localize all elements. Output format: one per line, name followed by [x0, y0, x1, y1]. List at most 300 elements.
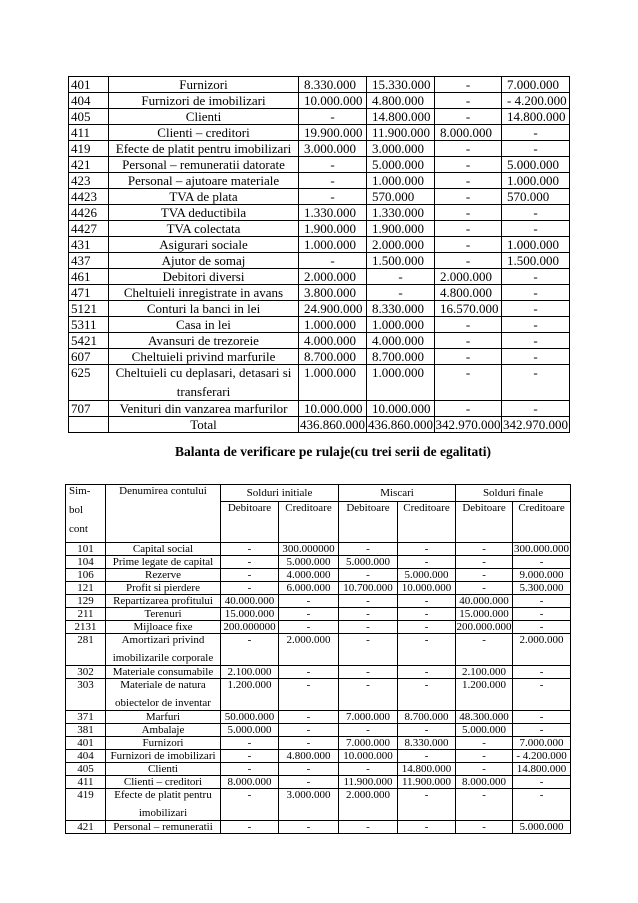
ledger-row [69, 157, 570, 173]
amount-cell: 11.900.000 [339, 776, 398, 789]
amount-cell: 7.000.000 [339, 711, 398, 724]
account-name-line: TVA deductibila [160, 205, 247, 220]
account-code: 106 [66, 569, 106, 582]
account-code: 5311 [69, 317, 109, 333]
amount-cell: - [435, 173, 502, 189]
amount-cell: 1.200.000 [456, 679, 513, 711]
amount-cell: - [221, 750, 279, 763]
amount-cell: - [398, 724, 456, 737]
balance-row [66, 595, 571, 608]
amount-cell: 40.000.000 [221, 595, 279, 608]
account-name [106, 679, 221, 711]
amount-cell: 1.500.000 [367, 253, 435, 269]
account-name [106, 750, 221, 763]
header-group-opening-balances: Solduri initiale [221, 485, 339, 502]
account-name-line: Clienti [185, 109, 222, 124]
total-amount: 436.860.000 [368, 417, 433, 432]
account-name-line: TVA colectata [166, 221, 241, 236]
amount-cell: - [279, 821, 339, 834]
amount-cell: 1.000.000 [502, 237, 570, 253]
amount-cell: 7.000.000 [339, 737, 398, 750]
amount-cell: - [339, 595, 398, 608]
amount-cell: 1.900.000 [299, 221, 367, 237]
amount-cell: 1.000.000 [299, 317, 367, 333]
amount-cell: 40.000.000 [456, 595, 513, 608]
ledger-row [69, 237, 570, 253]
amount-cell: 300.000.000 [514, 543, 570, 555]
ledger-row [69, 349, 570, 365]
amount-cell: 6.000.000 [279, 582, 339, 595]
amount-cell: - [339, 608, 398, 621]
amount-cell: 15.000.000 [456, 608, 513, 621]
ledger-row [69, 205, 570, 221]
amount-cell: - [221, 763, 279, 776]
balance-row [66, 543, 571, 556]
amount-cell: 10.000.000 [299, 93, 367, 109]
account-name-line: Capital social [132, 543, 194, 555]
ledger-row [69, 269, 570, 285]
amount-cell: 1.000.000 [367, 173, 435, 189]
header-symbol-line: Sim- [69, 485, 91, 497]
amount-cell: - [279, 776, 339, 789]
amount-cell: - [435, 401, 502, 417]
amount-cell: - [339, 569, 398, 582]
amount-cell: - [221, 582, 279, 595]
total-code-cell [69, 417, 109, 433]
amount-cell: - [279, 621, 339, 634]
account-name-line: Personal – ajutoare materiale [127, 173, 280, 188]
amount-cell: - [398, 621, 456, 634]
amount-cell: - [513, 711, 571, 724]
account-name-line: Clienti – creditori [123, 776, 203, 788]
amount-cell: 2.000.000 [435, 269, 502, 285]
amount-cell: 10.000.000 [398, 582, 456, 595]
account-name [109, 237, 299, 253]
amount-cell: - [435, 237, 502, 253]
account-name [106, 634, 221, 666]
header-debit: Debitoare [221, 502, 279, 543]
amount-cell: - [221, 634, 279, 666]
account-name [106, 776, 221, 789]
ledger-row [69, 285, 570, 301]
header-debit: Debitoare [339, 502, 398, 543]
amount-cell: - [339, 763, 398, 776]
account-name [106, 821, 221, 834]
amount-cell: 8.000.000 [221, 776, 279, 789]
amount-cell: 3.000.000 [299, 141, 367, 157]
account-name [109, 269, 299, 285]
account-name-line: Furnizori [142, 737, 184, 749]
header-row-groups [66, 485, 571, 502]
account-name-line: Furnizori de imobilizari [110, 750, 216, 762]
account-code: 421 [69, 157, 109, 173]
trial-balance-table [65, 484, 571, 834]
account-name-line: Repartizarea profitului [113, 595, 213, 607]
account-name [109, 365, 299, 401]
amount-cell: - [456, 737, 513, 750]
total-amount: 342.970.000 [435, 417, 501, 432]
amount-cell: 1.000.000 [367, 365, 435, 401]
amount-cell: - [513, 556, 571, 569]
amount-cell: - [279, 724, 339, 737]
trial-balance-body [66, 543, 571, 834]
account-name-line: TVA de plata [169, 189, 238, 204]
ledger-row [69, 253, 570, 269]
amount-cell: - [339, 634, 398, 666]
amount-cell: - [279, 737, 339, 750]
amount-cell: 2.000.000 [339, 789, 398, 821]
amount-cell: 8.700.000 [299, 349, 367, 365]
amount-cell: 11.900.000 [398, 776, 456, 789]
amount-cell: - [367, 269, 435, 285]
account-name [109, 173, 299, 189]
account-name-line: Venituri din vanzarea marfurilor [119, 401, 288, 416]
ledger-row [69, 221, 570, 237]
account-code: 2131 [66, 621, 106, 634]
ledger-row [69, 401, 570, 417]
amount-cell: 2.000.000 [513, 634, 571, 666]
header-account-symbol-stack [69, 482, 105, 539]
account-name-line: obiectelor de inventar [115, 697, 211, 709]
amount-cell: - [299, 109, 367, 125]
amount-cell: - 4.200.000 [502, 93, 570, 109]
amount-cell: 4.000.000 [367, 333, 435, 349]
account-code: 421 [66, 821, 106, 834]
ledger-row [69, 333, 570, 349]
amount-cell: - [513, 621, 571, 634]
amount-cell: 50.000.000 [221, 711, 279, 724]
account-code: 404 [66, 750, 106, 763]
account-name [109, 349, 299, 365]
amount-cell: 200.000000 [221, 621, 279, 634]
account-code: 121 [66, 582, 106, 595]
account-name-line: Materiale consumabile [112, 666, 214, 678]
amount-cell: 48.300.000 [456, 711, 513, 724]
amount-cell: 14.800.000 [367, 109, 435, 125]
amount-cell: - [367, 285, 435, 301]
amount-cell: 4.800.000 [367, 93, 435, 109]
amount-cell: 570.000 [502, 189, 570, 205]
account-name-line: Casa in lei [176, 317, 231, 332]
account-code: 411 [69, 125, 109, 141]
amount-cell: - 4.200.000 [513, 750, 571, 763]
ledger-row [69, 125, 570, 141]
account-name [106, 608, 221, 621]
amount-cell: - [513, 679, 571, 711]
account-code: 303 [66, 679, 106, 711]
account-name-line: Personal – remuneratii [113, 821, 213, 833]
amount-cell: - [435, 221, 502, 237]
amount-cell: - [435, 317, 502, 333]
amount-cell: 10.000.000 [299, 401, 367, 417]
account-name [106, 666, 221, 679]
balance-row [66, 821, 571, 834]
account-code: 129 [66, 595, 106, 608]
amount-cell: - [435, 141, 502, 157]
account-code: 431 [69, 237, 109, 253]
amount-cell: 8.330.000 [398, 737, 456, 750]
amount-cell: 4.800.000 [435, 285, 502, 301]
trial-balance-title: Balanta de verificare pe rulaje(cu trei serii de egalitati) [175, 444, 491, 459]
amount-cell: - [456, 556, 513, 569]
account-name [106, 595, 221, 608]
amount-cell: - [435, 189, 502, 205]
amount-cell: 5.000.000 [279, 556, 339, 569]
amount-cell: - [513, 666, 571, 679]
amount-cell: - [456, 569, 513, 582]
amount-cell: 8.700.000 [367, 349, 435, 365]
account-name [109, 333, 299, 349]
account-code: 104 [66, 556, 106, 569]
account-name [106, 582, 221, 595]
ledger-row [69, 173, 570, 189]
amount-cell: - [502, 221, 570, 237]
amount-cell: - [398, 608, 456, 621]
account-name-line: Debitori diversi [162, 269, 245, 284]
amount-cell: - [339, 666, 398, 679]
amount-cell: - [221, 569, 279, 582]
amount-cell: 24.900.000 [299, 301, 367, 317]
header-credit: Creditoare [279, 502, 339, 543]
amount-cell: - [221, 737, 279, 750]
amount-cell: 7.000.000 [513, 737, 571, 750]
total-amount: 342.970.000 [503, 417, 568, 432]
balance-row [66, 569, 571, 582]
header-group-closing-balances: Solduri finale [456, 485, 571, 502]
amount-cell: 15.000.000 [221, 608, 279, 621]
account-name-line: Amortizari privind [121, 634, 205, 646]
account-code: 423 [69, 173, 109, 189]
account-name [109, 221, 299, 237]
account-code: 5121 [69, 301, 109, 317]
account-code: 401 [69, 77, 109, 93]
header-symbol-line: cont [69, 523, 88, 535]
account-name-line: Prime legate de capital [112, 556, 214, 568]
amount-cell: 1.500.000 [502, 253, 570, 269]
account-code: 371 [66, 711, 106, 724]
amount-cell: 2.100.000 [456, 666, 513, 679]
amount-cell: - [502, 125, 570, 141]
balance-row [66, 666, 571, 679]
account-name-line: Cheltuieli cu deplasari, detasari si [115, 365, 292, 380]
account-name [109, 109, 299, 125]
amount-cell: - [339, 543, 398, 556]
amount-cell: 1.000.000 [502, 173, 570, 189]
account-code: 302 [66, 666, 106, 679]
amount-cell: - [502, 205, 570, 221]
account-name [106, 543, 221, 556]
amount-cell: - [279, 763, 339, 776]
balance-row [66, 621, 571, 634]
account-code: 4427 [69, 221, 109, 237]
account-name-line: Profit si pierdere [126, 582, 200, 594]
amount-cell: - [339, 621, 398, 634]
amount-cell: 11.900.000 [367, 125, 435, 141]
amount-cell: - [513, 789, 571, 821]
account-name-line: Mijloace fixe [133, 621, 193, 633]
account-code: 411 [66, 776, 106, 789]
amount-cell: 1.000.000 [367, 317, 435, 333]
amount-cell: - [398, 789, 456, 821]
amount-cell: - [502, 285, 570, 301]
account-name-line: Conturi la banci in lei [146, 301, 261, 316]
amount-cell: 8.000.000 [435, 125, 502, 141]
amount-cell: 8.330.000 [367, 301, 435, 317]
amount-cell: - [299, 189, 367, 205]
header-account-name: Denumirea contului [106, 485, 221, 543]
account-name [109, 189, 299, 205]
amount-cell: - [502, 349, 570, 365]
total-label: Total [109, 417, 299, 433]
amount-cell: 10.700.000 [339, 582, 398, 595]
amount-cell: - [456, 543, 513, 556]
account-name [109, 157, 299, 173]
account-name-line: Cheltuieli privind marfurile [131, 349, 276, 364]
account-name [106, 569, 221, 582]
ledger-row [69, 189, 570, 205]
amount-cell: 3.800.000 [299, 285, 367, 301]
balance-row [66, 556, 571, 569]
account-name [109, 253, 299, 269]
header-credit: Creditoare [398, 502, 456, 543]
amount-cell: 16.570.000 [435, 301, 502, 317]
account-name [109, 285, 299, 301]
amount-cell: 14.800.000 [502, 109, 570, 125]
amount-cell: 3.000.000 [279, 789, 339, 821]
amount-cell: 4.000.000 [279, 569, 339, 582]
amount-cell: - [279, 666, 339, 679]
amount-cell: - [299, 157, 367, 173]
account-name-line: Clienti [148, 763, 178, 775]
amount-cell: - [502, 141, 570, 157]
account-name-line: Cheltuieli inregistrate in avans [123, 285, 284, 300]
amount-cell: - [398, 666, 456, 679]
amount-cell: 5.000.000 [502, 157, 570, 173]
balance-row [66, 582, 571, 595]
amount-cell: - [221, 821, 279, 834]
account-code: 401 [66, 737, 106, 750]
amount-cell: 5.000.000 [513, 821, 571, 834]
amount-cell: - [456, 821, 513, 834]
ledger-table-continued [68, 76, 570, 433]
amount-cell: - [513, 608, 571, 621]
balance-row [66, 750, 571, 763]
balance-row [66, 789, 571, 821]
account-code: 405 [66, 763, 106, 776]
amount-cell: - [435, 205, 502, 221]
amount-cell: 5.000.000 [367, 157, 435, 173]
amount-cell: 4.800.000 [279, 750, 339, 763]
account-name-line: Asigurari sociale [159, 237, 248, 252]
amount-cell: - [502, 269, 570, 285]
account-name [106, 737, 221, 750]
balance-row [66, 724, 571, 737]
balance-row [66, 737, 571, 750]
account-name-line: Avansuri de trezoreie [148, 333, 259, 348]
account-name [109, 93, 299, 109]
account-name [109, 317, 299, 333]
ledger-row [69, 365, 570, 401]
amount-cell: - [398, 750, 456, 763]
ledger-row [69, 141, 570, 157]
amount-cell: - [435, 157, 502, 173]
amount-cell: - [339, 724, 398, 737]
account-code: 625 [69, 365, 109, 401]
header-symbol-line: bol [69, 504, 84, 516]
amount-cell: - [279, 608, 339, 621]
balance-row [66, 634, 571, 666]
ledger-row [69, 77, 570, 93]
account-name-line: imobilizari [138, 807, 188, 819]
amount-cell: 4.000.000 [299, 333, 367, 349]
amount-cell: 1.330.000 [367, 205, 435, 221]
account-code: 4426 [69, 205, 109, 221]
amount-cell: 2.000.000 [299, 269, 367, 285]
amount-cell: - [513, 724, 571, 737]
amount-cell: 5.000.000 [339, 556, 398, 569]
amount-cell: 7.000.000 [502, 77, 570, 93]
amount-cell: - [339, 821, 398, 834]
amount-cell: 9.000.000 [513, 569, 571, 582]
amount-cell: - [398, 679, 456, 711]
amount-cell: - [456, 750, 513, 763]
amount-cell: 14.800.000 [398, 763, 456, 776]
account-name [109, 141, 299, 157]
ledger-row [69, 93, 570, 109]
amount-cell: - [435, 349, 502, 365]
amount-cell: - [502, 365, 570, 401]
amount-cell: 2.100.000 [221, 666, 279, 679]
account-name-line: Efecte de platit pentru [114, 789, 212, 801]
amount-cell: 1.000.000 [299, 237, 367, 253]
account-name [109, 401, 299, 417]
account-name [106, 724, 221, 737]
balance-row [66, 711, 571, 724]
account-name [106, 556, 221, 569]
balance-row [66, 608, 571, 621]
account-code: 461 [69, 269, 109, 285]
amount-cell: 10.000.000 [367, 401, 435, 417]
account-name-line: Clienti – creditori [157, 125, 250, 140]
amount-cell: 5.300.000 [513, 582, 571, 595]
amount-cell: - [435, 253, 502, 269]
account-name-line: Rezerve [144, 569, 182, 581]
amount-cell: - [435, 93, 502, 109]
header-account-symbol [66, 485, 106, 543]
account-name-line: Ambalaje [141, 724, 185, 736]
account-name [109, 125, 299, 141]
amount-cell: 19.900.000 [299, 125, 367, 141]
ledger-row [69, 301, 570, 317]
amount-cell: - [502, 301, 570, 317]
amount-cell: 1.200.000 [221, 679, 279, 711]
amount-cell: - [502, 401, 570, 417]
amount-cell: - [435, 77, 502, 93]
amount-cell: - [221, 556, 279, 569]
amount-cell: - [279, 679, 339, 711]
amount-cell: 2.000.000 [367, 237, 435, 253]
amount-cell: - [398, 543, 456, 556]
amount-cell: 570.000 [367, 189, 435, 205]
account-name [109, 77, 299, 93]
amount-cell: - [435, 333, 502, 349]
account-code: 281 [66, 634, 106, 666]
amount-cell: 1.900.000 [367, 221, 435, 237]
account-code: 381 [66, 724, 106, 737]
account-name [106, 763, 221, 776]
amount-cell: 5.000.000 [398, 569, 456, 582]
account-name-line: Materiale de natura [120, 679, 206, 691]
